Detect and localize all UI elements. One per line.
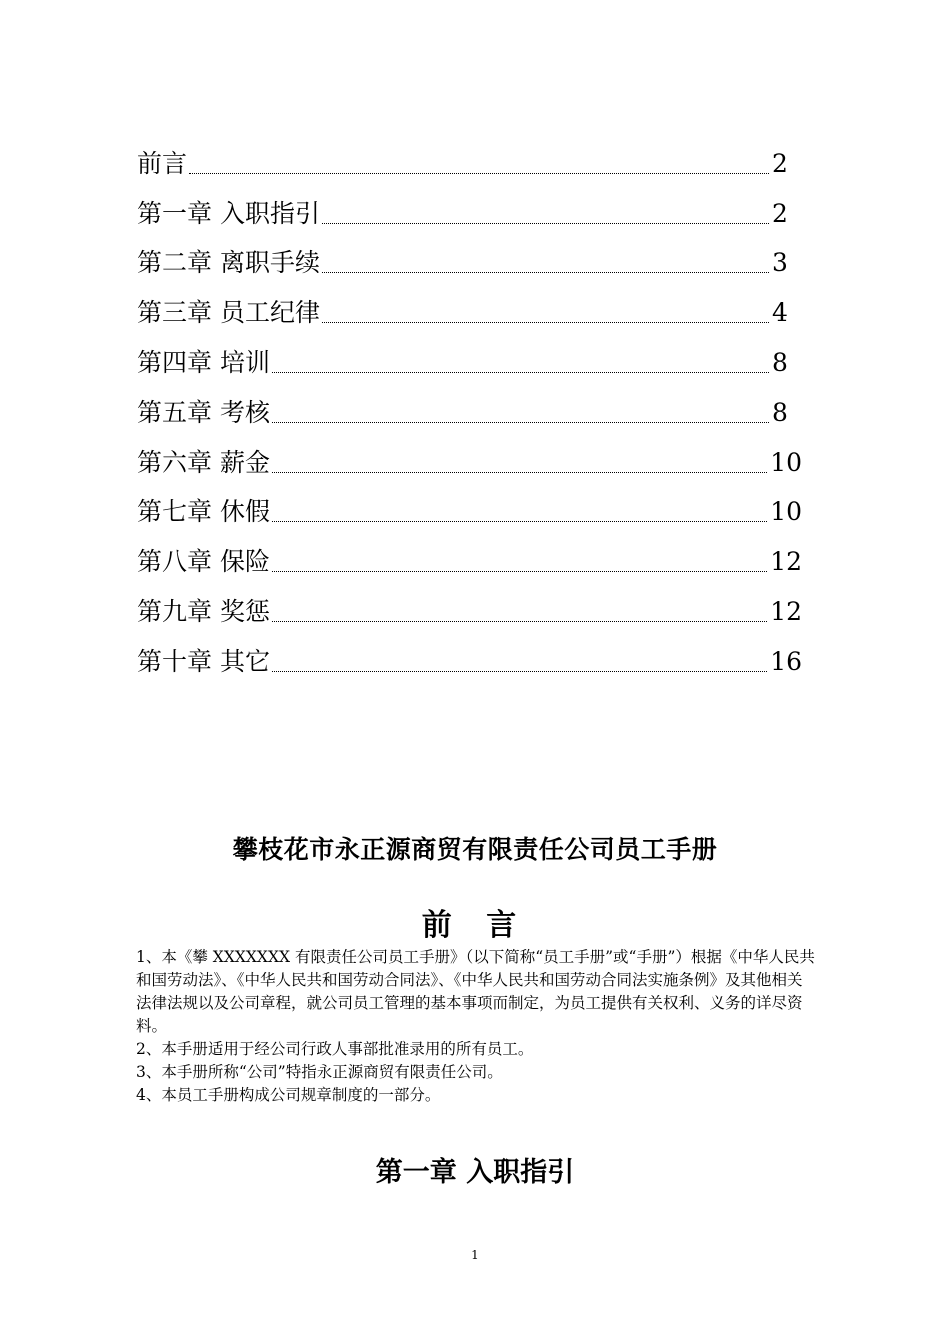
toc-dot-leader — [322, 222, 769, 224]
toc-dot-leader — [322, 321, 769, 323]
document-title: 攀枝花市永正源商贸有限责任公司员工手册 — [232, 835, 718, 864]
toc-entry-page: 3 — [772, 248, 788, 278]
preface-heading: 前 言 — [421, 908, 529, 943]
toc-dot-leader — [189, 172, 769, 174]
toc-entry-page: 2 — [772, 198, 788, 228]
toc-entry-page: 12 — [770, 547, 802, 577]
toc-entry-label: 第七章 休假 — [137, 497, 270, 527]
preface-paragraph: 3、本手册所称“公司”特指永正源商贸有限责任公司。 — [136, 1063, 503, 1081]
preface-paragraph: 1、本《攀 XXXXXXX 有限责任公司员工手册》（以下简称“员工手册”或“手册”）根据《中华人民共和国劳动法》、《中华人民共和国劳动合同法》、《中华人民共和国劳动合同法实施条例》及其他相关法律法规以及公司章程，就公司员工管理的基本事项而制定，为员工提供有关权利、义务的详尽资料。 — [136, 948, 815, 1035]
toc-entry[interactable] — [137, 178, 802, 228]
toc-entry-label: 第五章 考核 — [137, 397, 270, 427]
toc-entry-label: 第六章 薪金 — [137, 447, 270, 477]
chapter-heading: 第一章 入职指引 — [375, 1157, 575, 1188]
toc-entry-page: 2 — [772, 148, 788, 178]
toc-dot-leader — [272, 371, 769, 373]
page-number: 1 — [471, 1248, 479, 1262]
preface-paragraph: 4、本员工手册构成公司规章制度的一部分。 — [136, 1086, 441, 1104]
toc-entry[interactable] — [137, 526, 802, 576]
toc-entry-label: 前言 — [137, 148, 188, 178]
toc-entry[interactable] — [137, 576, 802, 626]
toc-entry-page: 10 — [770, 497, 802, 527]
toc-entry-label: 第二章 离职手续 — [137, 248, 320, 278]
toc-entry[interactable] — [137, 626, 802, 676]
toc-entry-page: 12 — [770, 596, 802, 626]
toc-entry-label: 第一章 入职指引 — [137, 198, 320, 228]
preface-body — [136, 946, 816, 1107]
toc-entry[interactable] — [137, 477, 802, 527]
toc-dot-leader — [272, 421, 769, 423]
table-of-contents — [137, 128, 802, 676]
toc-dot-leader — [322, 271, 769, 273]
toc-entry-page: 8 — [772, 397, 788, 427]
toc-entry-page: 8 — [772, 347, 788, 377]
toc-dot-leader — [272, 570, 767, 572]
toc-dot-leader — [272, 620, 767, 622]
toc-dot-leader — [272, 471, 767, 473]
toc-entry[interactable] — [137, 377, 802, 427]
toc-entry-label: 第八章 保险 — [137, 547, 270, 577]
toc-entry[interactable] — [137, 128, 802, 178]
toc-entry-label: 第九章 奖惩 — [137, 596, 270, 626]
toc-entry[interactable] — [137, 427, 802, 477]
toc-entry-page: 10 — [770, 447, 802, 477]
toc-dot-leader — [272, 670, 767, 672]
toc-entry-label: 第三章 员工纪律 — [137, 298, 320, 328]
toc-dot-leader — [272, 520, 767, 522]
toc-entry[interactable] — [137, 277, 802, 327]
toc-entry[interactable] — [137, 228, 802, 278]
preface-paragraph: 2、本手册适用于经公司行政人事部批准录用的所有员工。 — [136, 1040, 534, 1058]
toc-entry-label: 第十章 其它 — [137, 646, 270, 676]
toc-entry[interactable] — [137, 327, 802, 377]
toc-entry-page: 16 — [770, 646, 802, 676]
toc-entry-page: 4 — [772, 298, 788, 328]
toc-entry-label: 第四章 培训 — [137, 347, 270, 377]
